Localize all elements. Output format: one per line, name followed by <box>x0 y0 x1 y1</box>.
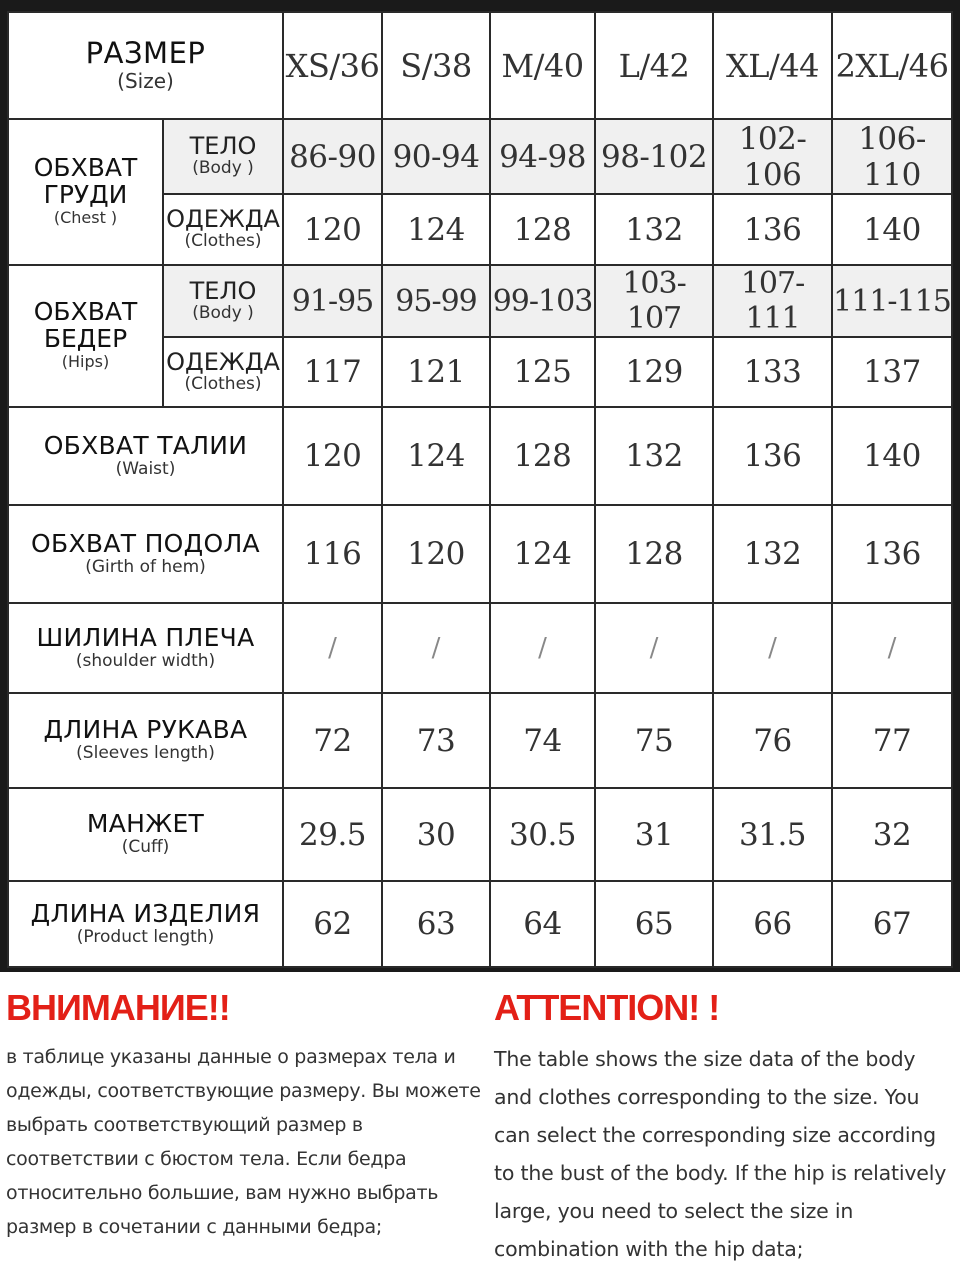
cuff-value: 31 <box>595 788 713 881</box>
sleeves-value: 73 <box>382 693 490 788</box>
chest-clothes-label: ОДЕЖДА <box>166 205 280 234</box>
waist-value: 124 <box>382 407 490 505</box>
chest-clothes-label-cell <box>163 194 283 265</box>
hips-body-value: 103-107 <box>595 265 713 337</box>
length-value: 66 <box>713 881 832 967</box>
attention-notes <box>0 982 960 1280</box>
hem-label-cell <box>8 505 283 603</box>
chest-body-value: 98-102 <box>595 119 713 194</box>
attention-note-ru <box>6 982 486 1244</box>
size-header-sub: (Size) <box>117 69 174 94</box>
shoulder-row <box>8 603 952 693</box>
size-chart-table <box>7 11 953 968</box>
length-value: 67 <box>832 881 952 967</box>
shoulder-value: / <box>382 603 490 693</box>
size-xs: XS/36 <box>283 12 382 119</box>
chest-body-value: 94-98 <box>490 119 595 194</box>
cuff-value: 30.5 <box>490 788 595 881</box>
length-label-cell <box>8 881 283 967</box>
hips-body-value: 107-111 <box>713 265 832 337</box>
sleeves-label: ДЛИНА РУКАВА <box>43 715 248 745</box>
chest-clothes-value: 136 <box>713 194 832 265</box>
cuff-value: 31.5 <box>713 788 832 881</box>
hem-row <box>8 505 952 603</box>
size-l: L/42 <box>595 12 713 119</box>
hips-body-value: 111-115 <box>832 265 952 337</box>
length-row <box>8 881 952 967</box>
cuff-value: 30 <box>382 788 490 881</box>
waist-value: 140 <box>832 407 952 505</box>
attention-title-en: ATTENTION! ! <box>494 987 720 1028</box>
waist-value: 128 <box>490 407 595 505</box>
hem-value: 128 <box>595 505 713 603</box>
hem-value: 136 <box>832 505 952 603</box>
hips-body-sub: (Body ) <box>192 302 254 323</box>
shoulder-label: ШИЛИНА ПЛЕЧА <box>36 622 255 652</box>
cuff-sub: (Cuff) <box>121 837 170 858</box>
waist-value: 120 <box>283 407 382 505</box>
hips-body-row <box>8 265 952 337</box>
cuff-label-cell <box>8 788 283 881</box>
sleeves-value: 77 <box>832 693 952 788</box>
size-header-label: РАЗМЕР <box>85 35 206 70</box>
chest-sub: (Chest ) <box>53 207 118 227</box>
hips-body-label: ТЕЛО <box>189 276 257 305</box>
chest-group-label <box>8 119 163 265</box>
sleeves-value: 76 <box>713 693 832 788</box>
chest-body-label-cell <box>163 119 283 194</box>
hips-label: ОБХВАТ БЕДЕР <box>33 297 138 353</box>
shoulder-value: / <box>595 603 713 693</box>
shoulder-sub: (shoulder width) <box>75 650 216 671</box>
shoulder-label-cell <box>8 603 283 693</box>
waist-value: 132 <box>595 407 713 505</box>
chest-body-value: 106-110 <box>832 119 952 194</box>
chest-clothes-value: 120 <box>283 194 382 265</box>
hips-clothes-value: 129 <box>595 337 713 407</box>
size-s: S/38 <box>382 12 490 119</box>
header-row <box>8 12 952 119</box>
shoulder-value: / <box>713 603 832 693</box>
chest-body-sub: (Body ) <box>192 158 254 179</box>
chest-body-value: 90-94 <box>382 119 490 194</box>
sleeves-value: 72 <box>283 693 382 788</box>
size-m: M/40 <box>490 12 595 119</box>
attention-text-en: The table shows the size data of the body and clothes corresponding to the size. You can select the corresponding size according to the bust of the body. If the hip is relatively large, you need to select the size in combination with the hip data; <box>494 1047 947 1261</box>
attention-title-ru: ВНИМАНИЕ!! <box>6 987 230 1028</box>
cuff-row <box>8 788 952 881</box>
sleeves-value: 74 <box>490 693 595 788</box>
waist-sub: (Waist) <box>115 458 176 479</box>
hem-value: 132 <box>713 505 832 603</box>
hips-clothes-label: ОДЕЖДА <box>166 347 280 376</box>
chest-body-value: 86-90 <box>283 119 382 194</box>
hem-label: ОБХВАТ ПОДОЛА <box>31 528 260 558</box>
cuff-value: 32 <box>832 788 952 881</box>
hips-body-value: 95-99 <box>382 265 490 337</box>
hips-body-label-cell <box>163 265 283 337</box>
hem-value: 120 <box>382 505 490 603</box>
cuff-value: 29.5 <box>283 788 382 881</box>
chest-clothes-value: 128 <box>490 194 595 265</box>
chest-label: ОБХВАТ ГРУДИ <box>33 153 138 209</box>
chest-body-row <box>8 119 952 194</box>
chest-clothes-value: 140 <box>832 194 952 265</box>
sleeves-row <box>8 693 952 788</box>
shoulder-value: / <box>832 603 952 693</box>
hips-body-value: 99-103 <box>490 265 595 337</box>
chest-body-label: ТЕЛО <box>189 132 257 161</box>
hips-clothes-value: 137 <box>832 337 952 407</box>
hips-group-label <box>8 265 163 407</box>
length-value: 65 <box>595 881 713 967</box>
hem-value: 116 <box>283 505 382 603</box>
chest-body-value: 102-106 <box>713 119 832 194</box>
length-sub: (Product length) <box>76 926 215 947</box>
length-label: ДЛИНА ИЗДЕЛИЯ <box>30 898 261 928</box>
chest-clothes-sub: (Clothes) <box>184 231 262 252</box>
hips-body-value: 91-95 <box>283 265 382 337</box>
hips-clothes-label-cell <box>163 337 283 407</box>
length-value: 63 <box>382 881 490 967</box>
sleeves-value: 75 <box>595 693 713 788</box>
length-value: 62 <box>283 881 382 967</box>
waist-label: ОБХВАТ ТАЛИИ <box>43 430 248 460</box>
cuff-label: МАНЖЕТ <box>86 809 205 839</box>
hips-sub: (Hips) <box>61 351 110 371</box>
hips-clothes-sub: (Clothes) <box>184 373 262 394</box>
sleeves-label-cell <box>8 693 283 788</box>
waist-label-cell <box>8 407 283 505</box>
hips-clothes-value: 125 <box>490 337 595 407</box>
sleeves-sub: (Sleeves length) <box>76 743 215 764</box>
hips-clothes-value: 117 <box>283 337 382 407</box>
chest-clothes-value: 132 <box>595 194 713 265</box>
hem-value: 124 <box>490 505 595 603</box>
chest-clothes-value: 124 <box>382 194 490 265</box>
attention-note-en <box>494 982 954 1268</box>
hips-clothes-value: 121 <box>382 337 490 407</box>
shoulder-value: / <box>283 603 382 693</box>
size-header-cell <box>8 12 283 119</box>
size-2xl: 2XL/46 <box>832 12 952 119</box>
size-xl: XL/44 <box>713 12 832 119</box>
length-value: 64 <box>490 881 595 967</box>
hips-clothes-value: 133 <box>713 337 832 407</box>
hem-sub: (Girth of hem) <box>85 556 206 577</box>
waist-row <box>8 407 952 505</box>
waist-value: 136 <box>713 407 832 505</box>
attention-text-ru: в таблице указаны данные о размерах тела и одежды, соответствующие размеру. Вы можете выбрать соответствующий размер в соответствии с бюстом тела. Если бедра относительно большие, вам нужно выбрать размер в сочетании с данными бедра; <box>6 1046 481 1238</box>
shoulder-value: / <box>490 603 595 693</box>
